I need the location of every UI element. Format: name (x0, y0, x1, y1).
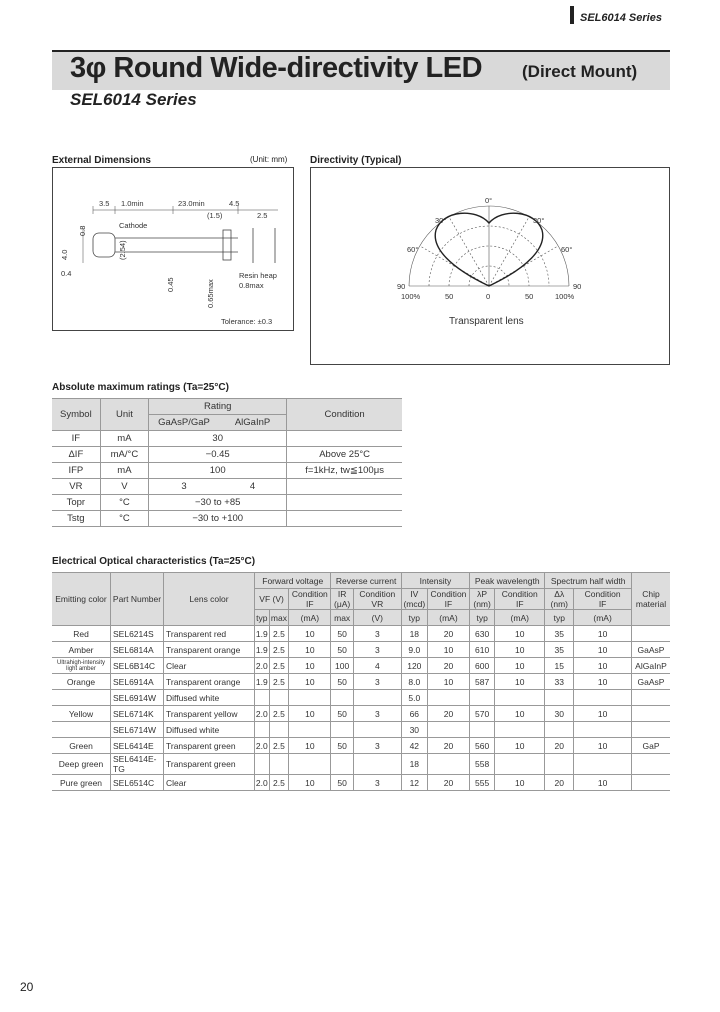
table-cell: 10 (289, 738, 331, 754)
table-cell: Ultrahigh-intensity light amber (52, 658, 111, 674)
table-cell: 10 (289, 658, 331, 674)
table-cell: GaAsP (632, 674, 671, 690)
table-cell: 10 (495, 738, 545, 754)
table-cell: 2.5 (269, 642, 289, 658)
angle-90-right: 90 (573, 282, 582, 291)
table-cell: 18 (401, 626, 427, 642)
table-cell: 10 (289, 642, 331, 658)
table-cell: 2.5 (269, 674, 289, 690)
table-cell (353, 722, 401, 738)
table-cell (331, 754, 353, 775)
table-cell (255, 754, 270, 775)
pct-50-left: 50 (445, 292, 454, 301)
table-cell: 20 (427, 738, 469, 754)
table-cell: 42 (401, 738, 427, 754)
page-title-sub: (Direct Mount) (522, 62, 638, 81)
table-cell: 2.0 (255, 658, 270, 674)
table-cell: 20 (545, 738, 574, 754)
table-cell: 3 (353, 642, 401, 658)
table-cell: 2.0 (255, 738, 270, 754)
header-bar (570, 6, 574, 24)
table-cell: 18 (401, 754, 427, 775)
table-cell: 2.0 (255, 775, 270, 791)
ext-dim-unit: (Unit: mm) (250, 155, 288, 164)
table-cell: 3 (353, 706, 401, 722)
table-cell: 3 (353, 775, 401, 791)
table-cell (632, 626, 671, 642)
table-cell (545, 690, 574, 706)
angle-60-left: 60° (407, 245, 419, 254)
table-cell: 3 (353, 674, 401, 690)
table-cell: 3 (353, 738, 401, 754)
table-row (52, 722, 670, 738)
table-cell (353, 690, 401, 706)
dim-1-0min: 1.0min (121, 199, 144, 208)
col-rating: Rating (149, 399, 287, 415)
table-row (52, 690, 670, 706)
table-cell (427, 722, 469, 738)
table-row: Tstg °C −30 to +100 (52, 511, 402, 527)
table-cell: 1.9 (255, 674, 270, 690)
table-cell: 50 (331, 706, 353, 722)
page-subtitle: SEL6014 Series (70, 90, 197, 109)
table-row: ΔIF mA/°C −0.45 Above 25°C (52, 447, 402, 463)
table-cell: AlGaInP (632, 658, 671, 674)
table-cell: Transparent yellow (164, 706, 255, 722)
table-cell: 100 (331, 658, 353, 674)
table-cell: SEL6414E (111, 738, 164, 754)
table-cell (545, 754, 574, 775)
table-cell: Diffused white (164, 722, 255, 738)
pct-100-left: 100% (401, 292, 421, 301)
table-cell (495, 754, 545, 775)
table-cell (574, 722, 632, 738)
angle-30-left: 30° (435, 216, 447, 225)
dim-23min: 23.0min (178, 199, 205, 208)
table-cell: 10 (289, 626, 331, 642)
elec-table: Emitting color Part Number Lens color Forward voltage Reverse current Intensity Peak wavelength Spectrum half width Chip material VF (V) Condition IF IR (μA) Condition VR IV (mcd) Condition IF λP (nm) Condition IF Δλ (nm) Condition IF typ max (mA) max (V) typ (mA) typ (mA) typ (mA) Red SEL6214S Transparent red 1.9 2.5 10 50 3 18 20 630 10 35 10 Amber SEL6814A Transparent orange 1.9 2.5 10 50 3 9.0 10 610 10 35 10 GaAsP Ultrahigh-intensity light amber SEL6B14C Clear 2.0 2.5 10 100 4 120 20 600 10 15 10 AlGaInP Orange SEL6914A Transparent orange 1.9 2.5 10 50 3 8.0 10 587 10 33 10 GaAsP SEL6914W Diffused white 5.0 Yellow SEL6714K Transparent yellow 2.0 2.5 10 50 3 66 20 570 10 30 10 SEL6714W Diffused white 30 Green SEL6414E Transparent green 2.0 2.5 10 50 3 42 20 560 10 20 10 GaP Deep green SEL6414E-TG Transparent green 18 558 Pure green SEL6514C Clear 2.0 2.5 10 50 3 12 20 555 10 20 10 (52, 572, 670, 791)
table-cell: 120 (401, 658, 427, 674)
table-cell: 10 (289, 706, 331, 722)
table-cell: SEL6414E-TG (111, 754, 164, 775)
table-cell: 35 (545, 642, 574, 658)
table-cell (632, 690, 671, 706)
table-cell: Clear (164, 658, 255, 674)
table-cell: 558 (470, 754, 495, 775)
table-cell (255, 722, 270, 738)
table-cell: Pure green (52, 775, 111, 791)
table-cell: 2.5 (269, 706, 289, 722)
angle-90-left: 90 (397, 282, 406, 291)
col-gaasp: GaAsP/GaP (149, 415, 219, 431)
table-cell: Red (52, 626, 111, 642)
table-cell: 10 (574, 626, 632, 642)
table-row (52, 775, 670, 791)
directivity-box (310, 167, 670, 365)
table-cell: Transparent red (164, 626, 255, 642)
table-cell: 10 (574, 658, 632, 674)
table-cell: Orange (52, 674, 111, 690)
table-cell: 10 (574, 674, 632, 690)
table-cell (574, 754, 632, 775)
table-row: IF mA 30 (52, 431, 402, 447)
table-cell: Yellow (52, 706, 111, 722)
page-number: 20 (20, 980, 34, 994)
dim-0-8max: 0.8max (239, 281, 264, 290)
table-cell: 10 (495, 775, 545, 791)
table-cell: 10 (289, 775, 331, 791)
table-cell: 10 (574, 738, 632, 754)
table-cell (632, 722, 671, 738)
table-cell (269, 722, 289, 738)
table-cell: 35 (545, 626, 574, 642)
table-row (52, 658, 670, 674)
directivity-polar-chart (311, 168, 669, 364)
dim-0-4: 0.4 (61, 269, 72, 278)
table-cell: 10 (495, 658, 545, 674)
table-cell: 10 (495, 706, 545, 722)
table-cell: SEL6714W (111, 722, 164, 738)
table-row (52, 626, 670, 642)
table-cell: 30 (401, 722, 427, 738)
table-row: IFP mA 100 f=1kHz, tw≦100μs (52, 463, 402, 479)
table-cell: Amber (52, 642, 111, 658)
table-cell (289, 690, 331, 706)
table-cell: Diffused white (164, 690, 255, 706)
table-cell (289, 754, 331, 775)
table-cell: 10 (495, 626, 545, 642)
dim-4-0: 4.0 (60, 249, 69, 260)
pct-0: 0 (486, 292, 491, 301)
table-cell: GaP (632, 738, 671, 754)
header-series-tag: SEL6014 Series (580, 12, 662, 24)
col-pw: Peak wavelength (470, 573, 545, 589)
table-cell (331, 690, 353, 706)
pct-100-right: 100% (555, 292, 575, 301)
table-cell: 560 (470, 738, 495, 754)
table-cell: 555 (470, 775, 495, 791)
table-cell: Deep green (52, 754, 111, 775)
table-cell: 2.5 (269, 626, 289, 642)
table-cell (427, 690, 469, 706)
table-cell: 10 (495, 674, 545, 690)
table-cell: 5.0 (401, 690, 427, 706)
table-cell: SEL6514C (111, 775, 164, 791)
pct-50-right: 50 (525, 292, 534, 301)
abs-max-table (52, 398, 402, 527)
dim-4-5: 4.5 (229, 199, 240, 208)
table-cell (289, 722, 331, 738)
cathode-label: Cathode (119, 221, 148, 230)
table-cell (470, 690, 495, 706)
table-cell: 33 (545, 674, 574, 690)
table-cell: Clear (164, 775, 255, 791)
table-row (52, 754, 670, 775)
table-cell: 30 (545, 706, 574, 722)
table-cell: SEL6B14C (111, 658, 164, 674)
table-cell: Green (52, 738, 111, 754)
table-cell: 10 (427, 674, 469, 690)
table-cell: 10 (574, 775, 632, 791)
dim-0-45: 0.45 (166, 277, 175, 292)
table-cell: Transparent orange (164, 674, 255, 690)
table-row: VR V 3 4 (52, 479, 402, 495)
table-cell (574, 690, 632, 706)
dim-0-65max: 0.65max (206, 279, 215, 308)
table-cell (545, 722, 574, 738)
table-cell (632, 775, 671, 791)
table-cell (255, 690, 270, 706)
table-row (52, 642, 670, 658)
table-cell: 20 (545, 775, 574, 791)
table-row (52, 738, 670, 754)
angle-30-right: 30° (533, 216, 545, 225)
col-int: Intensity (401, 573, 469, 589)
table-cell (495, 722, 545, 738)
ext-dim-heading: External Dimensions (52, 155, 151, 166)
directivity-caption: Transparent lens (449, 316, 524, 327)
directivity-heading: Directivity (Typical) (310, 155, 402, 166)
table-cell (495, 690, 545, 706)
col-lens: Lens color (164, 573, 255, 626)
abs-max-heading: Absolute maximum ratings (Ta=25°C) (52, 382, 229, 393)
table-cell (632, 706, 671, 722)
table-cell: SEL6214S (111, 626, 164, 642)
table-cell: 50 (331, 642, 353, 658)
table-row (52, 674, 670, 690)
table-cell: 20 (427, 706, 469, 722)
table-cell: 50 (331, 674, 353, 690)
table-cell (269, 690, 289, 706)
table-cell (427, 754, 469, 775)
table-cell: 3 (353, 626, 401, 642)
table-cell: Transparent green (164, 738, 255, 754)
table-cell: SEL6914W (111, 690, 164, 706)
table-cell: 10 (427, 642, 469, 658)
table-row (52, 706, 670, 722)
table-cell: 15 (545, 658, 574, 674)
angle-60-right: 60° (561, 245, 573, 254)
table-cell: 9.0 (401, 642, 427, 658)
dim-2-54: (2.54) (118, 240, 127, 260)
table-cell: 10 (289, 674, 331, 690)
table-cell: 610 (470, 642, 495, 658)
table-cell: 12 (401, 775, 427, 791)
col-rc: Reverse current (331, 573, 401, 589)
table-cell: SEL6714K (111, 706, 164, 722)
col-emitting: Emitting color (52, 573, 111, 626)
table-cell: Transparent orange (164, 642, 255, 658)
col-symbol: Symbol (52, 399, 100, 431)
table-cell: 50 (331, 626, 353, 642)
led-body (93, 233, 115, 257)
table-cell: 8.0 (401, 674, 427, 690)
col-part: Part Number (111, 573, 164, 626)
dim-3-5: 3.5 (99, 199, 110, 208)
table-cell (470, 722, 495, 738)
table-cell: 10 (495, 642, 545, 658)
table-cell: SEL6914A (111, 674, 164, 690)
table-cell: 2.5 (269, 775, 289, 791)
col-sh: Spectrum half width (545, 573, 632, 589)
ext-dim-box (52, 167, 294, 331)
table-cell: 20 (427, 658, 469, 674)
table-cell: 2.0 (255, 706, 270, 722)
table-cell: 50 (331, 738, 353, 754)
col-unit: Unit (100, 399, 148, 431)
table-cell: 4 (353, 658, 401, 674)
page-title: 3φ Round Wide-directivity LED (70, 52, 483, 84)
table-cell (52, 690, 111, 706)
col-chip: Chip material (632, 573, 671, 626)
resin-heap-label: Resin heap (239, 271, 277, 280)
col-fv: Forward voltage (255, 573, 331, 589)
table-cell: 1.9 (255, 626, 270, 642)
tolerance-note: Tolerance: ±0.3 (221, 317, 273, 326)
table-cell: GaAsP (632, 642, 671, 658)
col-algainp: AlGaInP (219, 415, 287, 431)
table-cell (353, 754, 401, 775)
table-cell: 20 (427, 626, 469, 642)
table-cell: 587 (470, 674, 495, 690)
table-cell: 50 (331, 775, 353, 791)
dim-2-5: 2.5 (257, 211, 268, 220)
table-cell (269, 754, 289, 775)
table-cell: 630 (470, 626, 495, 642)
table-cell: Transparent green (164, 754, 255, 775)
table-cell: 570 (470, 706, 495, 722)
table-cell: 2.5 (269, 658, 289, 674)
table-cell: 66 (401, 706, 427, 722)
table-cell: 2.5 (269, 738, 289, 754)
table-cell (632, 754, 671, 775)
table-cell: 600 (470, 658, 495, 674)
table-cell: 10 (574, 706, 632, 722)
table-row: Topr °C −30 to +85 (52, 495, 402, 511)
table-cell: 1.9 (255, 642, 270, 658)
elec-heading: Electrical Optical characteristics (Ta=25°C) (52, 556, 256, 567)
dim-1-5: (1.5) (207, 211, 223, 220)
led-dimension-drawing (53, 168, 293, 330)
dim-0-8: 0.8 (78, 225, 87, 236)
table-cell (331, 722, 353, 738)
col-condition: Condition (287, 399, 402, 431)
table-cell: SEL6814A (111, 642, 164, 658)
table-cell: 10 (574, 642, 632, 658)
table-cell: 20 (427, 775, 469, 791)
angle-0: 0° (485, 196, 493, 205)
table-cell (52, 722, 111, 738)
